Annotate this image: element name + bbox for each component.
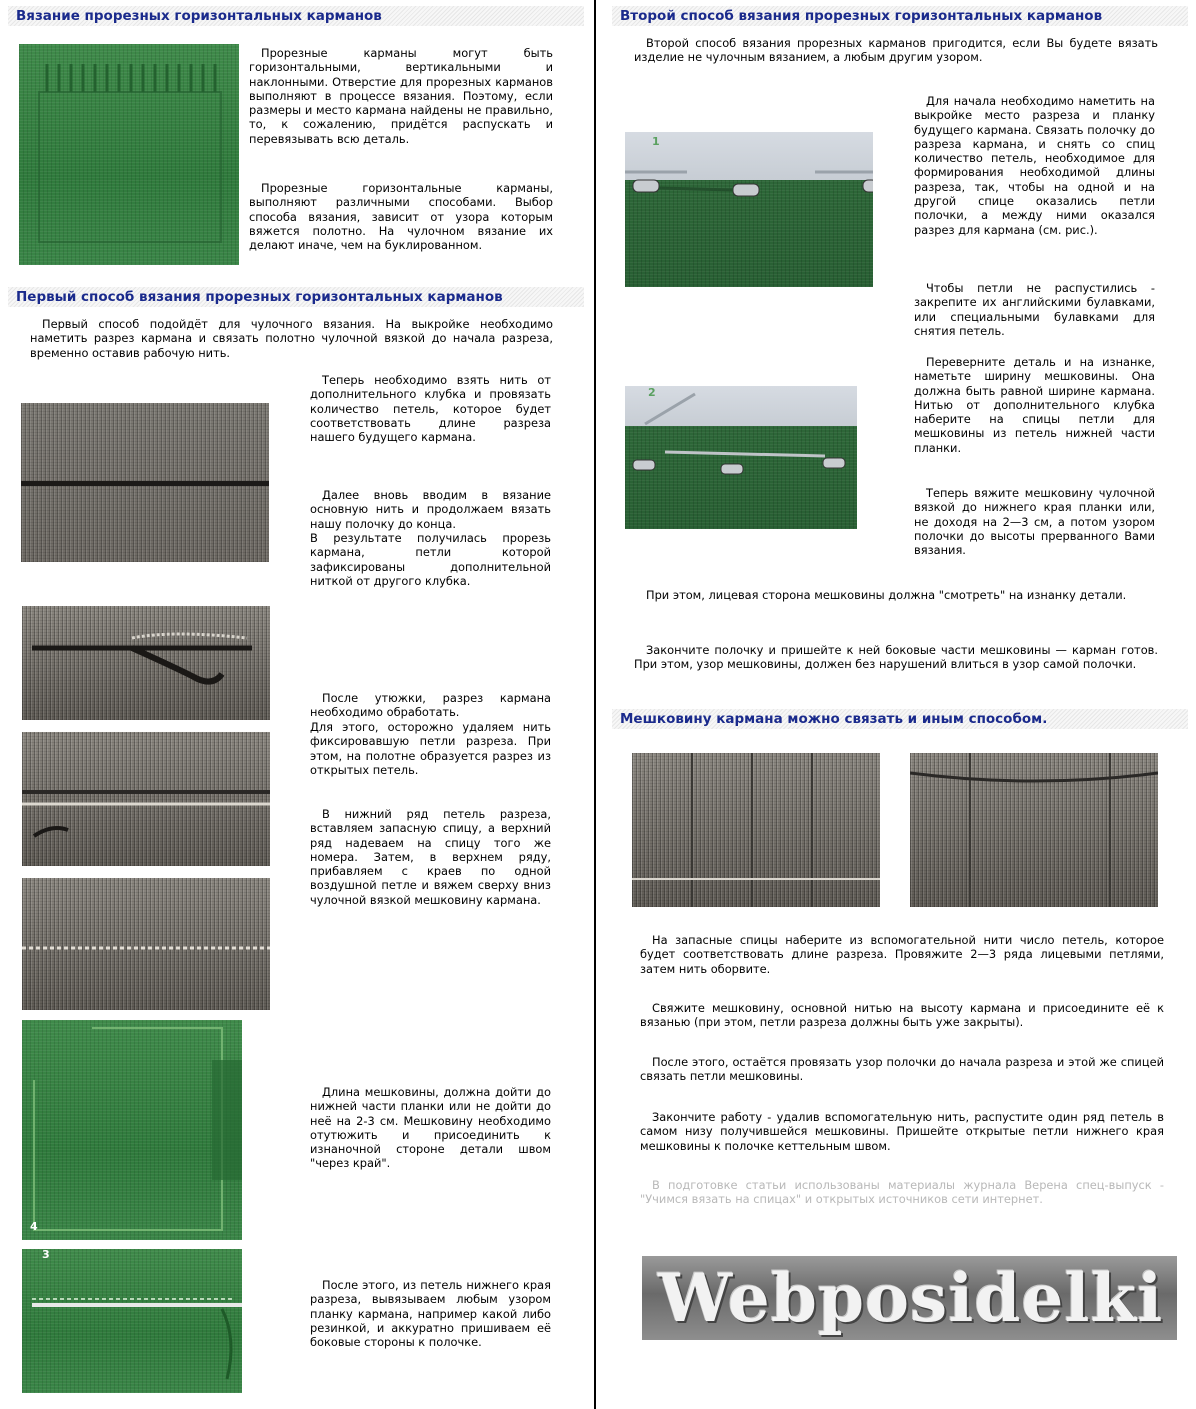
pocket-outline-illustration: [22, 1020, 242, 1240]
pocket-band-illustration: [22, 1249, 242, 1393]
method1-paragraph-6: После этого, из петель нижнего края разреза, вывязываем любым узором планку кармана, например какой либо резинкой, и аккуратно пришиваем её боковые стороны к полочке.: [310, 1278, 551, 1350]
method1-paragraph-3b: Для этого, осторожно удаляем нить фиксировавшую петли разреза. При этом, на полотне образуется разрез из открытых петель.: [310, 720, 551, 777]
method1-paragraph-3a: После утюжки, разрез кармана необходимо обработать.: [310, 691, 551, 720]
alt-paragraph-2: Свяжите мешковину, основной нитью на высоту кармана и присоедините её к вязанью (при этом, петли разреза должны быть уже закрыты).: [640, 1001, 1164, 1030]
alt-paragraph-3: После этого, остаётся провязать узор полочки до начала разреза и этой же спицей связать петли мешковины.: [640, 1055, 1164, 1084]
extra-thread-line: [21, 481, 269, 486]
method1-paragraph-1: Теперь необходимо взять нить от дополнительного клубка и провязать количество петель, которое будет соответствовать длине разреза нашего будущего кармана.: [310, 373, 551, 445]
alt-paragraph-1: На запасные спицы наберите из вспомогательной нити число петель, которое будет соответствовать длине разреза. Провяжите 2—3 ряда лицевыми петлями, затем нить оборвите.: [640, 933, 1164, 976]
heading-method-1: Первый способ вязания прорезных горизонтальных карманов: [8, 287, 584, 307]
site-logo[interactable]: [642, 1256, 1177, 1340]
heading-method-2: Второй способ вязания прорезных горизонтальных карманов: [612, 6, 1188, 26]
site-logo-text: Webposidelki: [658, 1259, 1164, 1337]
photo-pocket-band-green: [22, 1249, 242, 1393]
spare-needle-illustration: [22, 732, 270, 866]
photo-number-3: 3: [42, 1249, 50, 1261]
photo-spare-needle: [22, 732, 270, 866]
method2-paragraph-6: Закончите полочку и пришейте к ней боковые части мешковины — карман готов. При этом, узор мешковины, должен без нарушений влиться в узор самой полочки.: [634, 643, 1158, 672]
photo-number-1: 1: [652, 135, 660, 148]
needles-illustration: [625, 386, 857, 529]
column-divider: [594, 0, 596, 1409]
heading-alternative: Мешковину кармана можно связать и иным способом.: [612, 709, 1188, 729]
alt-paragraph-4: Закончите работу - удалив вспомогательную нить, распустите один ряд петель в самом низу получившейся мешковины. Пришейте открытые петли нижнего края мешковины к полочке кеттельным швом.: [640, 1110, 1164, 1153]
thread-removal-illustration: [22, 606, 270, 720]
method1-paragraph-4: В нижний ряд петель разреза, вставляем запасную спицу, а верхний ряд надеваем на спицу того же номера. Затем, в верхнем ряду, прибавляем с краев по одной воздушной петле и вяжем сверху вниз чулочной вязкой мешковину кармана.: [310, 807, 551, 907]
method1-paragraph-2a: Далее вновь вводим в вязание основную нить и продолжаем вязать нашу полочку до конца.: [310, 488, 551, 531]
intro-paragraph-2: Прорезные горизонтальные карманы, выполняют различными способами. Выбор способа вязания, зависит от узора которым вяжется полотно. На чулочном вязание их делают иначе, чем на буклированном.: [249, 181, 553, 253]
method2-lead: Второй способ вязания прорезных карманов пригодится, если Вы будете вязать изделие не чулочным вязанием, а любым другим узором.: [634, 36, 1158, 65]
method2-paragraph-1: Для начала необходимо наметить на выкройке место разреза и планку будущего кармана. Связать полочку до разреза кармана, и снять со спиц количество петель, необходимое для формирования необходимой длины разреза, так, чтобы на одной и на другой спице оказались петли полочки, а между ними оказался разрез для кармана (см. рис.).: [914, 94, 1155, 237]
photo-pocket-sack-green: [22, 1020, 242, 1240]
photo-number-2: 2: [648, 386, 656, 399]
photo-removing-thread: [22, 606, 270, 720]
photo-alt-joined: [910, 753, 1158, 907]
method2-paragraph-3: Переверните деталь и на изнанке, наметьте ширину мешковины. Она должна быть равной ширине кармана. Нитью от дополнительного клубка наберите на спицы петли для мешковины из петель нижней части планки.: [914, 355, 1155, 455]
photo-alt-ribbed: [632, 753, 880, 907]
photo-step-2: [625, 386, 857, 529]
safety-pins-illustration: [625, 132, 873, 287]
heading-intro: Вязание прорезных горизонтальных карманов: [8, 6, 584, 26]
method2-paragraph-4: Теперь вяжите мешковину чулочной вязкой до нижнего края планки или, не доходя на 2—3 см, а потом узором полочки до высоты прерванного Вами вязания.: [914, 486, 1155, 558]
photo-number-4: 4: [30, 1220, 38, 1233]
method2-paragraph-2: Чтобы петли не распустились - закрепите их английскими булавками, или специальными булавками для снятия петель.: [914, 281, 1155, 338]
pocket-slits-illustration: [19, 44, 239, 265]
method2-paragraph-5: При этом, лицевая сторона мешковины должна "смотреть" на изнанку детали.: [646, 588, 1127, 602]
method1-paragraph-5: Длина мешковины, должна дойти до нижней части планки или не дойти до неё на 2-3 см. Мешковину необходимо отутюжить и присоединить к изнаночной стороне детали швом "через край".: [310, 1085, 551, 1171]
photo-step-1: [625, 132, 873, 287]
ribbed-illustration: [632, 753, 880, 907]
method1-paragraph-2b: В результате получилась прорезь кармана, петли которой зафиксированы дополнительной ниткой от другого клубка.: [310, 531, 551, 588]
sack-illustration: [22, 878, 270, 1010]
credit-note: В подготовке статьи использованы материалы журнала Верена спец-выпуск - "Учимся вязать на спицах" и открытых источников сети интернет.: [640, 1178, 1164, 1207]
intro-paragraph-1: Прорезные карманы могут быть горизонтальными, вертикальными и наклонными. Отверстие для прорезных карманов выполняют в процессе вязания. Поэтому, если размеры и место кармана найдены не правильно, то, к сожалению, придётся распускать и перевязывать всю деталь.: [249, 46, 553, 146]
joined-illustration: [910, 753, 1158, 907]
photo-pocket-green: [19, 44, 239, 265]
method1-lead: Первый способ подойдёт для чулочного вязания. На выкройке необходимо наметить разрез кармана и связать полотно чулочной вязкой до начала разреза, временно оставив рабочую нить.: [30, 317, 553, 360]
photo-extra-thread: [21, 403, 269, 562]
photo-knitting-sack: [22, 878, 270, 1010]
